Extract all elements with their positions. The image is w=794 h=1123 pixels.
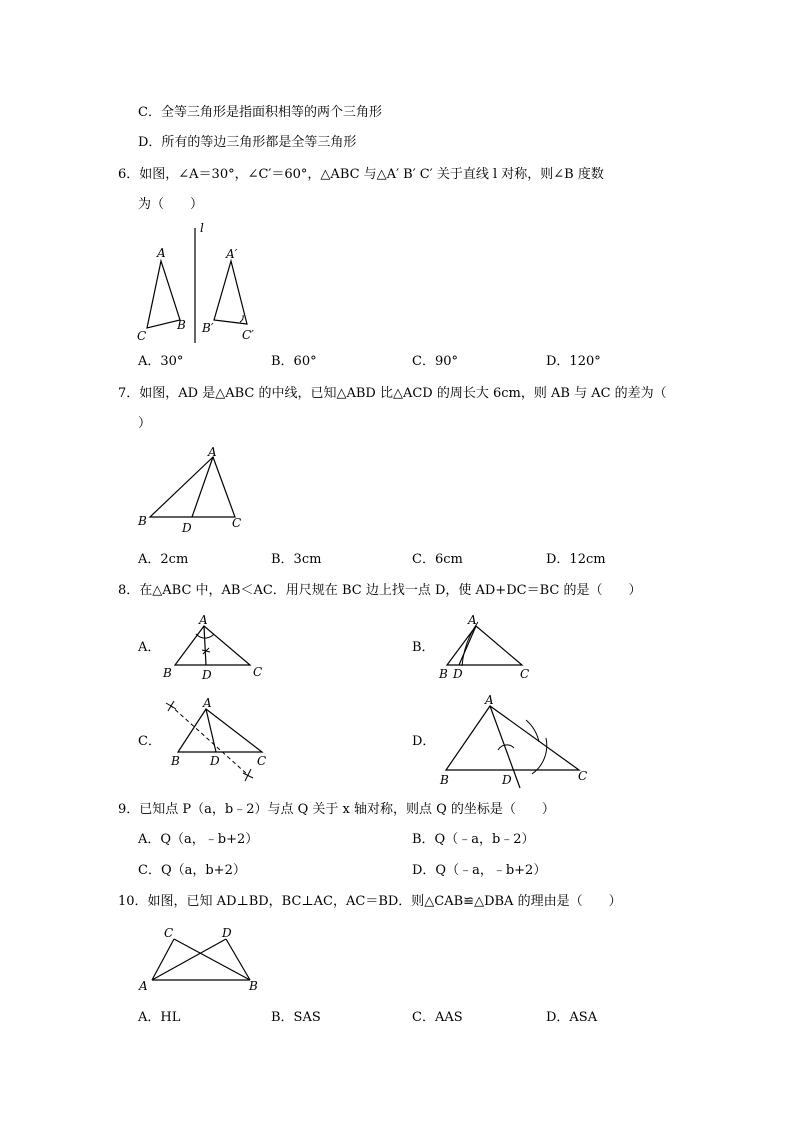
q7-median-ad [192,457,213,517]
q6-label-b: B [177,318,186,332]
q9-option-d[interactable]: D．Q（﹣a，﹣b+2） [412,863,547,878]
q8-figure-b [434,612,544,684]
q8-figure-b-label-a: A [468,613,477,627]
q6-stem-line2: 为（ ） [138,197,204,212]
q8-figure-c [160,695,280,785]
q8-figure-d [434,690,594,790]
q6-option-b[interactable]: B．60° [271,354,317,369]
q8-figure-a-label-a: A [199,613,208,627]
q8-figure-a-label-d: D [202,668,212,682]
q7-label-a: A [208,445,217,459]
q7-triangle-abc [150,457,235,517]
q6-figure [130,218,270,348]
q8-option-b[interactable]: B． [412,640,435,655]
q10-figure-label-d: D [222,926,232,940]
q8-option-c[interactable]: C． [138,734,161,749]
q6-option-a[interactable]: A．30° [138,354,184,369]
q8-stem: 8．在△ABC 中，AB＜AC．用尺规在 BC 边上找一点 D，使 AD+DC＝BC 的是（ ） [118,583,642,598]
q5-option-c: C．全等三角形是指面积相等的两个三角形 [138,105,382,120]
q9-option-c[interactable]: C．Q（a，b+2） [138,863,246,878]
q9-option-a[interactable]: A．Q（a，﹣b+2） [138,832,259,847]
q8-figure-c-label-b: B [171,754,180,768]
q6-option-c[interactable]: C．90° [412,354,458,369]
q6-stem-line1: 6．如图，∠A＝30°，∠C′＝60°，△ABC 与△A′ B′ C′ 关于直线 l 对称，则∠B 度数 [118,167,604,182]
q8-figure-c-label-d: D [210,754,220,768]
q6-label-a2: A′ [226,247,238,261]
q6-label-l: l [200,221,204,235]
q8-figure-b-label-c: C [520,667,530,681]
q6-triangle-abc [147,261,180,328]
q8-figure-c-label-a: A [203,696,212,710]
q7-stem-line1: 7．如图，AD 是△ABC 的中线，已知△ABD 比△ACD 的周长大 6cm，则 AB 与 AC 的差为（ [118,386,667,401]
q6-angle-mark-c2 [240,315,243,322]
q8-figure-b-label-d: D [453,667,463,681]
q10-option-a[interactable]: A．HL [138,1010,181,1025]
q10-figure [134,920,274,1000]
q7-option-b[interactable]: B．3cm [271,552,322,567]
q7-figure [134,442,254,542]
q7-option-a[interactable]: A．2cm [138,552,189,567]
q10-stem: 10．如图，已知 AD⊥BD，BC⊥AC，AC＝BD．则△CAB≌△DBA 的理由是（ ） [118,894,622,909]
q8-figure-a [160,612,270,684]
q6-label-a: A [157,246,166,260]
q9-option-b[interactable]: B．Q（﹣a，b﹣2） [412,832,535,847]
q7-label-c: C [232,516,242,530]
q8-figure-d-label-b: B [440,773,449,787]
q8-figure-b-label-b: B [439,667,448,681]
q10-option-b[interactable]: B．SAS [271,1010,321,1025]
q8-figure-a-label-b: B [163,666,172,680]
q10-option-d[interactable]: D．ASA [546,1010,598,1025]
q7-label-d: D [182,521,192,535]
q7-stem-line2: ） [138,416,152,431]
q10-option-c[interactable]: C．AAS [412,1010,463,1025]
q10-figure-label-c: C [164,926,174,940]
q8-option-d[interactable]: D． [412,734,436,749]
q6-label-b2: B′ [202,321,214,335]
q6-label-c: C [137,329,147,343]
q9-stem: 9．已知点 P（a，b﹣2）与点 Q 关于 x 轴对称，则点 Q 的坐标是（ ） [118,802,555,817]
q7-option-c[interactable]: C．6cm [412,552,463,567]
q8-figure-c-label-c: C [257,754,267,768]
q6-option-d[interactable]: D．120° [546,354,601,369]
q8-figure-d-label-c: C [578,769,588,783]
q10-figure-label-b: B [249,979,258,993]
q8-figure-a-label-c: C [253,665,263,679]
q7-label-b: B [138,514,147,528]
q8-figure-d-label-d: D [502,773,512,787]
q6-triangle-a2b2c2 [214,261,247,324]
q5-option-d: D．所有的等边三角形都是全等三角形 [138,135,357,150]
q8-figure-d-label-a: A [485,693,494,707]
q7-option-d[interactable]: D．12cm [546,552,606,567]
q8-option-a[interactable]: A． [138,640,161,655]
q6-label-c2: C′ [242,328,254,342]
q10-figure-label-a: A [139,979,148,993]
